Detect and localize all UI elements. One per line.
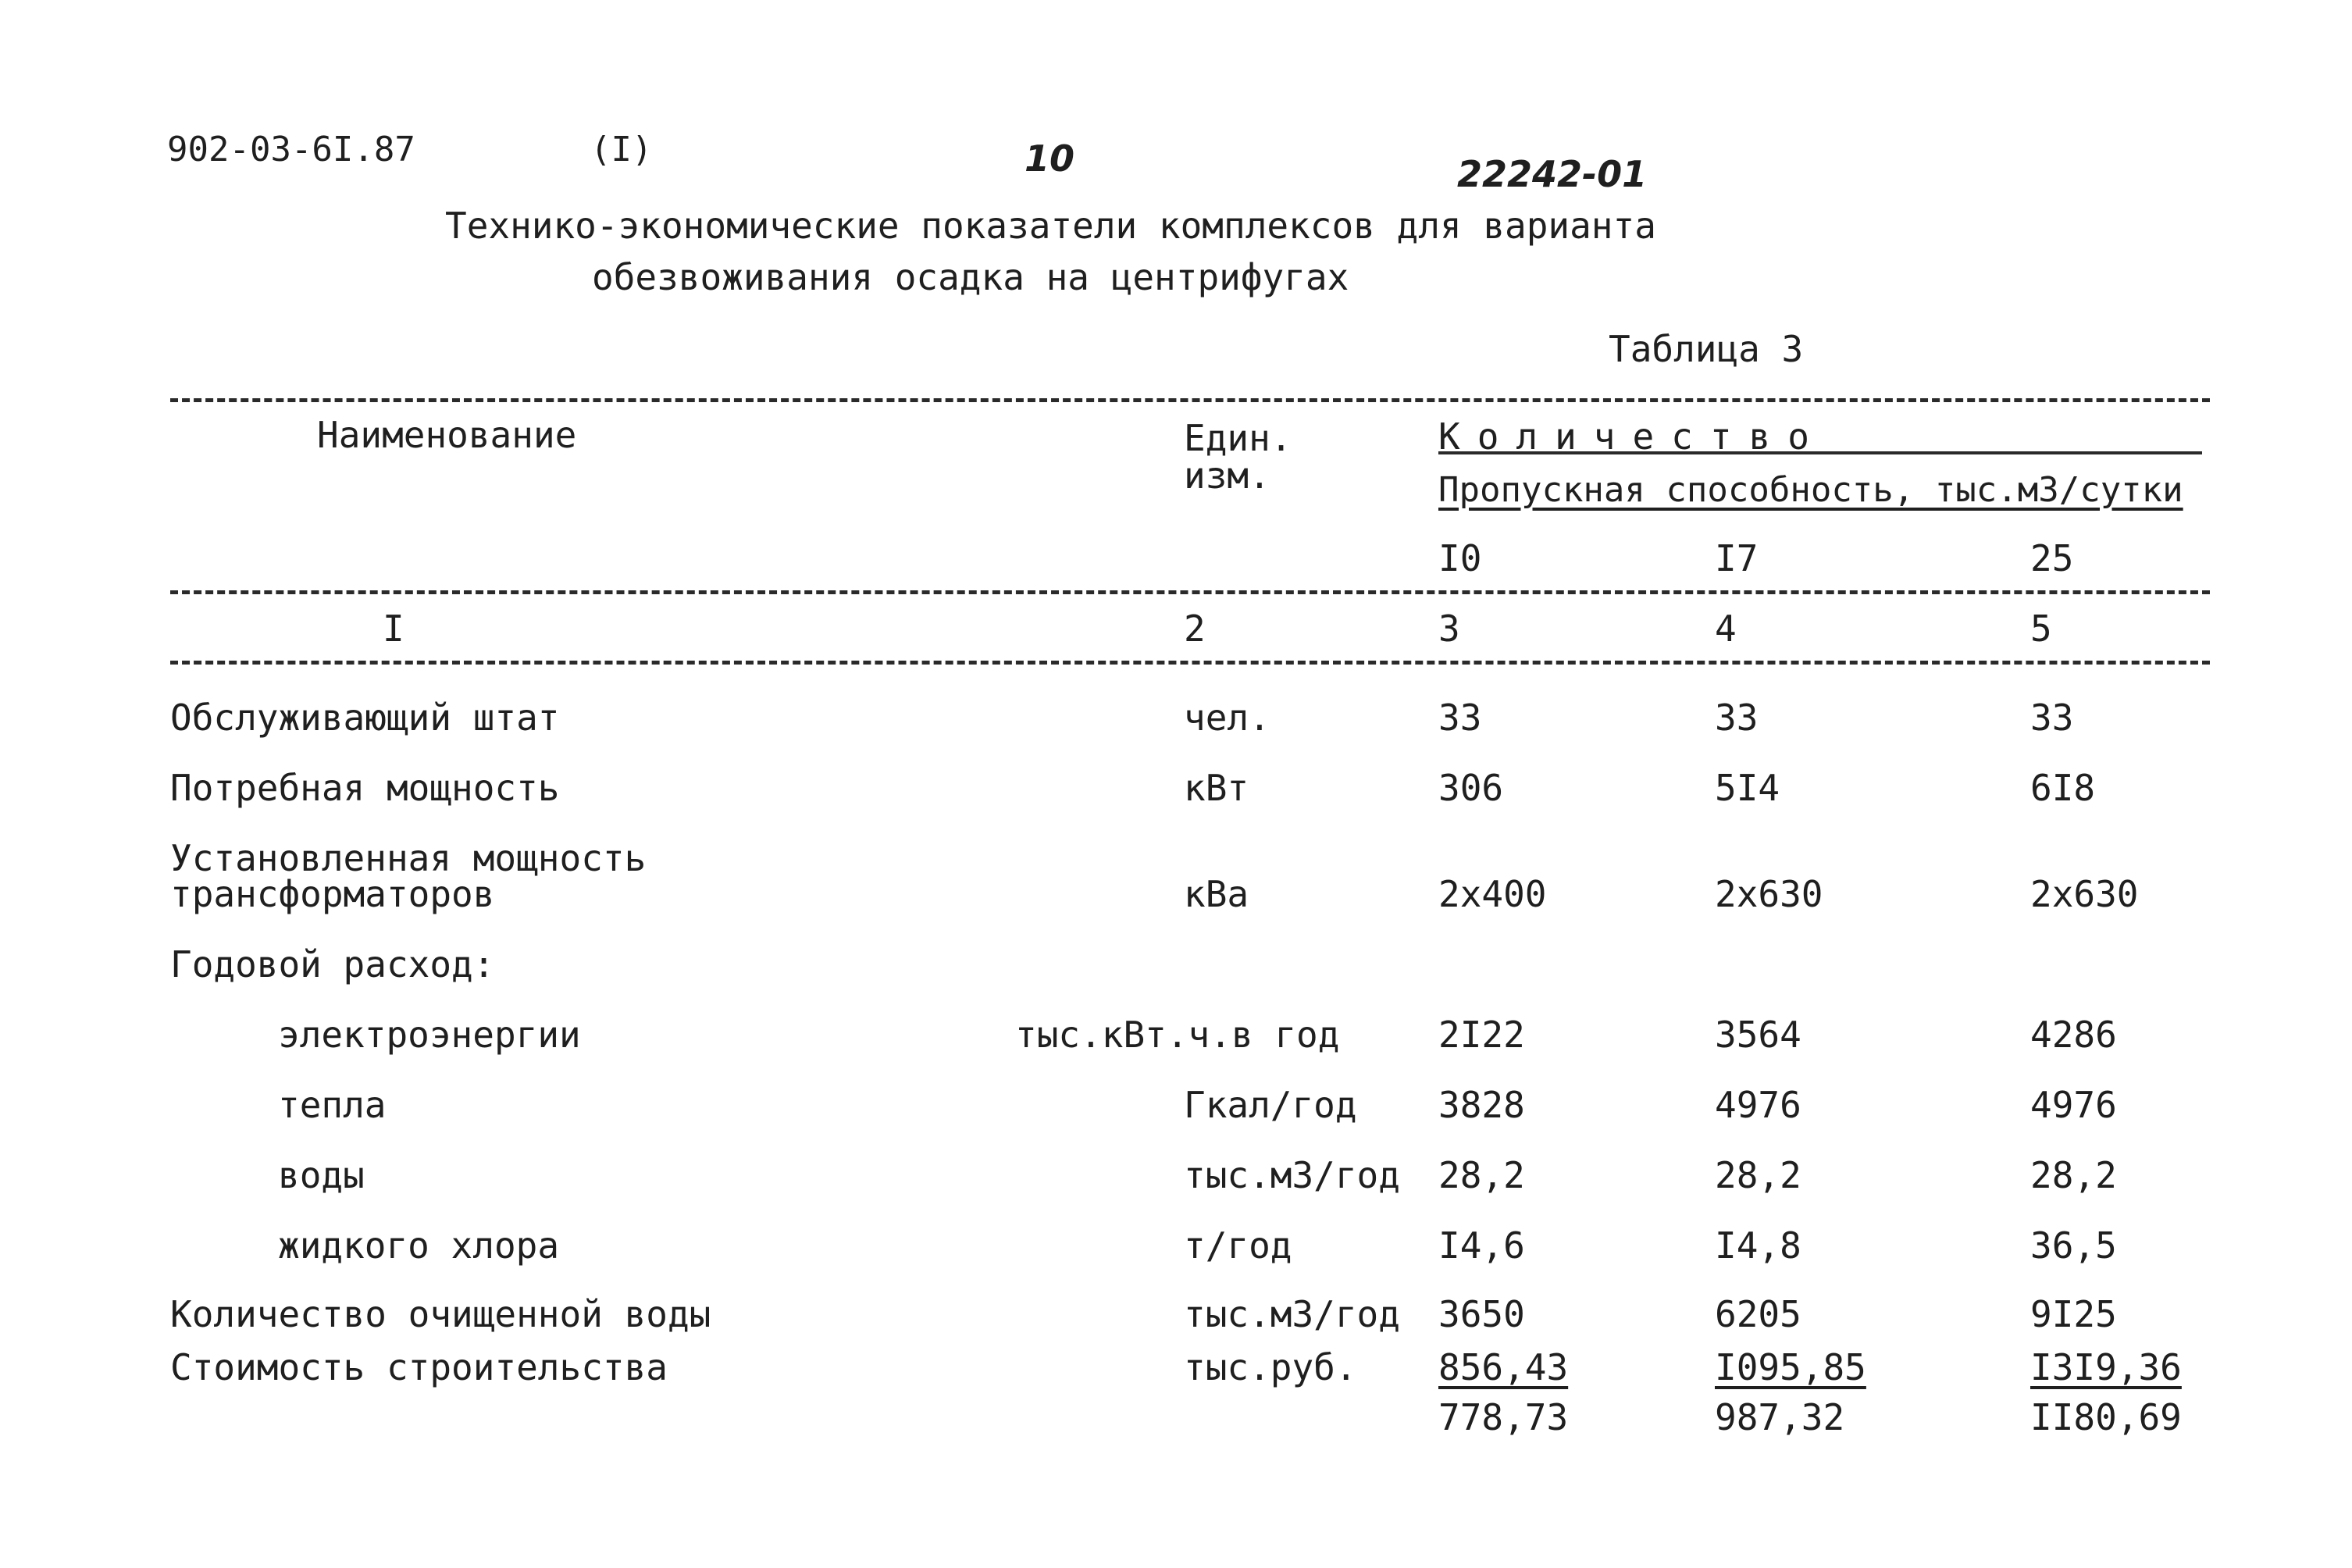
col-number-5: 5 bbox=[2030, 608, 2052, 650]
row-unit: кВа bbox=[1184, 873, 1249, 915]
title-line-2: обезвоживания осадка на центрифугах bbox=[592, 256, 1349, 298]
row-unit: кВт bbox=[1184, 767, 1249, 809]
col-number-2: 2 bbox=[1184, 608, 1206, 650]
row-value: 4976 bbox=[2030, 1084, 2117, 1126]
capacity-value-1: I0 bbox=[1438, 537, 1482, 579]
col-number-3: 3 bbox=[1438, 608, 1460, 650]
row-value: 306 bbox=[1438, 767, 1504, 809]
col-header-name: Наименование bbox=[317, 414, 577, 456]
row-value: 3564 bbox=[1715, 1014, 1801, 1056]
construction-cost-sub: 778,73 bbox=[1438, 1396, 1569, 1438]
row-name: Установленная мощность bbox=[170, 837, 647, 879]
row-value: 28,2 bbox=[1715, 1154, 1801, 1196]
doc-code: 902-03-6I.87 bbox=[167, 130, 415, 169]
row-value: I4,8 bbox=[1715, 1224, 1801, 1267]
row-value: 4286 bbox=[2030, 1014, 2117, 1056]
construction-cost-sub: II80,69 bbox=[2030, 1396, 2182, 1438]
row-value: 33 bbox=[2030, 697, 2074, 739]
table-top-rule bbox=[170, 398, 2210, 402]
title-line-1: Технико-экономические показатели комплексов для варианта bbox=[445, 205, 1656, 247]
row-value: 2x400 bbox=[1438, 873, 1547, 915]
row-unit: тыс.м3/год bbox=[1184, 1293, 1400, 1335]
inventory-number: 22242-01 bbox=[1457, 153, 1648, 195]
row-section-heading: Годовой расход: bbox=[170, 943, 495, 985]
row-name: тепла bbox=[278, 1084, 387, 1126]
header-rule bbox=[170, 590, 2210, 594]
row-value: 2x630 bbox=[1715, 873, 1823, 915]
quantity-underline bbox=[1438, 451, 2202, 454]
construction-cost-total: 856,43 bbox=[1438, 1346, 1569, 1388]
col-number-4: 4 bbox=[1715, 608, 1737, 650]
row-unit: тыс.м3/год bbox=[1184, 1154, 1400, 1196]
row-name: электроэнергии bbox=[278, 1014, 581, 1056]
construction-cost-total: I3I9,36 bbox=[2030, 1346, 2182, 1388]
row-value: 3828 bbox=[1438, 1084, 1525, 1126]
row-value: 6205 bbox=[1715, 1293, 1801, 1335]
row-unit: Гкал/год bbox=[1184, 1084, 1357, 1126]
row-unit: т/год bbox=[1184, 1224, 1292, 1267]
row-name: Количество очищенной воды bbox=[170, 1293, 711, 1335]
row-value: 36,5 bbox=[2030, 1224, 2117, 1267]
row-value: 2x630 bbox=[2030, 873, 2139, 915]
row-name: Обслуживающий штат bbox=[170, 697, 560, 739]
col-header-quantity: Количество bbox=[1438, 415, 1826, 458]
row-name: Стоимость строительства bbox=[170, 1346, 668, 1388]
row-value: 2I22 bbox=[1438, 1014, 1525, 1056]
col-header-unit-1: Един. bbox=[1184, 417, 1292, 459]
construction-cost-total: I095,85 bbox=[1715, 1346, 1866, 1388]
row-value: 6I8 bbox=[2030, 767, 2096, 809]
construction-cost-sub: 987,32 bbox=[1715, 1396, 1845, 1438]
row-unit: чел. bbox=[1184, 697, 1270, 739]
capacity-value-2: I7 bbox=[1715, 537, 1759, 579]
row-value: 33 bbox=[1715, 697, 1759, 739]
row-unit: тыс.руб. bbox=[1184, 1346, 1357, 1388]
row-unit: тыс.кВт.ч.в год bbox=[1015, 1014, 1340, 1056]
row-name: Потребная мощность bbox=[170, 767, 560, 809]
capacity-value-3: 25 bbox=[2030, 537, 2074, 579]
row-name: жидкого хлора bbox=[278, 1224, 560, 1267]
col-header-unit-2: изм. bbox=[1184, 454, 1270, 497]
row-value: 4976 bbox=[1715, 1084, 1801, 1126]
part-number: (I) bbox=[590, 130, 653, 169]
column-number-rule bbox=[170, 661, 2210, 665]
col-number-1: I bbox=[383, 608, 404, 650]
row-value: 9I25 bbox=[2030, 1293, 2117, 1335]
col-header-capacity: Пропускная способность, тыс.м3/сутки bbox=[1438, 470, 2183, 510]
row-value: 28,2 bbox=[2030, 1154, 2117, 1196]
row-name: воды bbox=[278, 1154, 365, 1196]
row-value: 5I4 bbox=[1715, 767, 1780, 809]
row-value: 28,2 bbox=[1438, 1154, 1525, 1196]
row-value: 33 bbox=[1438, 697, 1482, 739]
row-name-continued: трансформаторов bbox=[170, 873, 495, 915]
page-number: 10 bbox=[1025, 137, 1075, 180]
row-value: I4,6 bbox=[1438, 1224, 1525, 1267]
table-label: Таблица 3 bbox=[1609, 328, 1804, 370]
row-value: 3650 bbox=[1438, 1293, 1525, 1335]
